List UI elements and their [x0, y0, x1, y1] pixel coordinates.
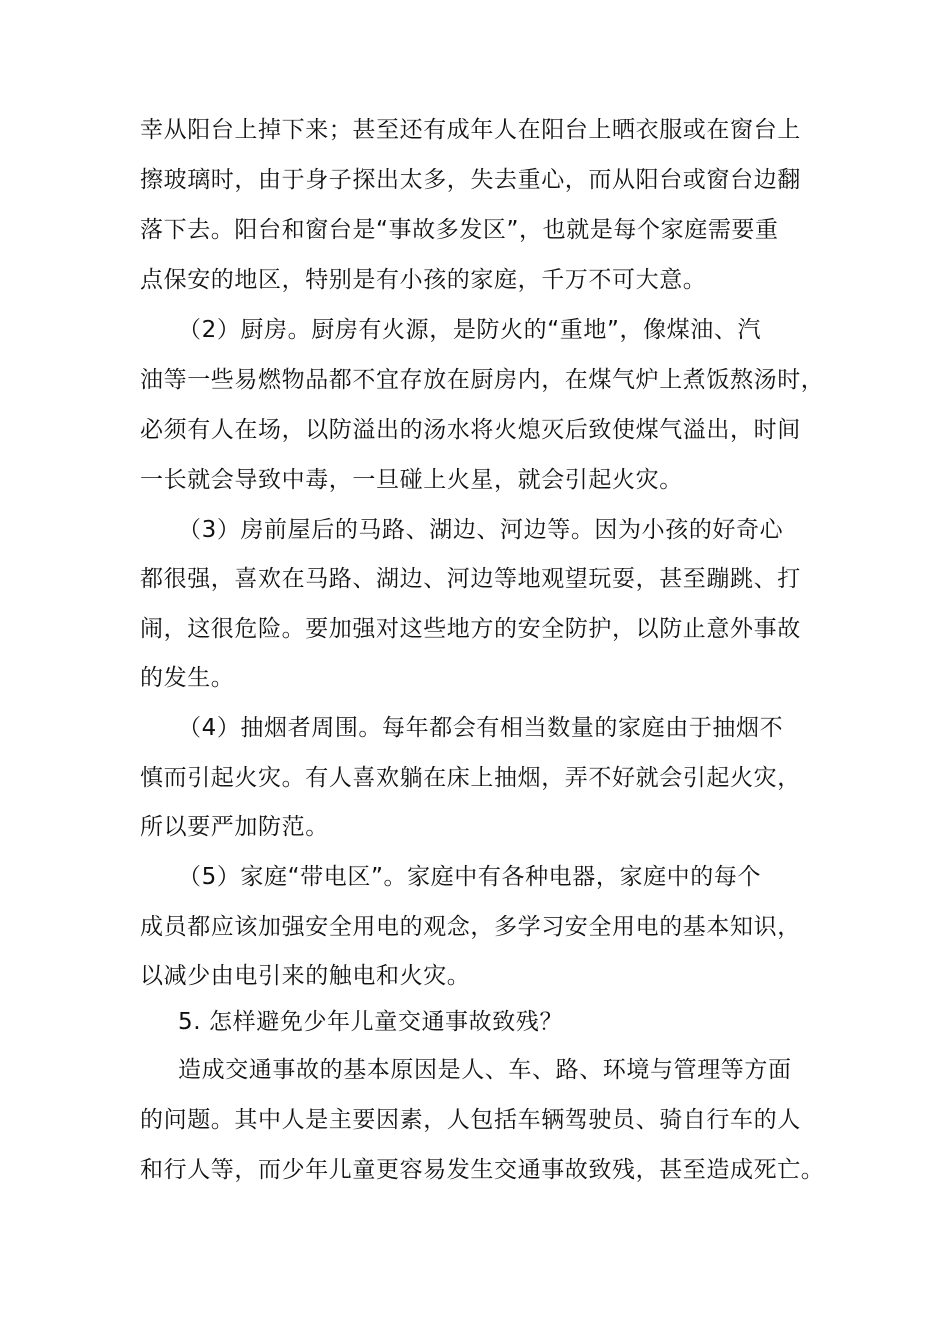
text-line: 慎而引起火灾。有人喜欢躺在床上抽烟，弄不好就会引起火灾，	[140, 765, 801, 791]
text-line: 点保安的地区，特别是有小孩的家庭，千万不可大意。	[140, 267, 707, 293]
text-line: 落下去。阳台和窗台是“事故多发区”，也就是每个家庭需要重	[140, 217, 779, 243]
text-line: 一长就会导致中毒，一旦碰上火星，就会引起火灾。	[140, 467, 683, 493]
text-line: 造成交通事故的基本原因是人、车、路、环境与管理等方面	[178, 1057, 792, 1083]
text-line: （4）抽烟者周围。每年都会有相当数量的家庭由于抽烟不	[178, 715, 784, 741]
text-line: 成员都应该加强安全用电的观念，多学习安全用电的基本知识，	[140, 914, 801, 940]
text-line: 擦玻璃时，由于身子探出太多，失去重心，而从阳台或窗台边翻	[140, 167, 801, 193]
text-line: 闹，这很危险。要加强对这些地方的安全防护，以防止意外事故	[140, 616, 801, 642]
text-line: 以减少由电引来的触电和火灾。	[140, 963, 471, 989]
text-line: 和行人等，而少年儿童更容易发生交通事故致残，甚至造成死亡。	[140, 1157, 825, 1183]
text-line: 的问题。其中人是主要因素，人包括车辆驾驶员、骑自行车的人	[140, 1107, 801, 1133]
text-line: 的发生。	[140, 665, 235, 691]
text-line: （3）房前屋后的马路、湖边、河边等。因为小孩的好奇心	[178, 517, 784, 543]
text-line: 所以要严加防范。	[140, 814, 329, 840]
text-line: 都很强，喜欢在马路、湖边、河边等地观望玩耍，甚至蹦跳、打	[140, 566, 801, 592]
text-line: （2）厨房。厨房有火源，是防火的“重地”，像煤油、汽	[178, 317, 762, 343]
section-heading: 5. 怎样避免少年儿童交通事故致残？	[178, 1009, 564, 1035]
text-line: 油等一些易燃物品都不宜存放在厨房内，在煤气炉上煮饭熬汤时，	[140, 367, 825, 393]
text-line: 必须有人在场，以防溢出的汤水将火熄灭后致使煤气溢出，时间	[140, 417, 801, 443]
text-line: （5）家庭“带电区”。家庭中有各种电器，家庭中的每个	[178, 864, 762, 890]
text-line: 幸从阳台上掉下来；甚至还有成年人在阳台上晒衣服或在窗台上	[140, 117, 801, 143]
